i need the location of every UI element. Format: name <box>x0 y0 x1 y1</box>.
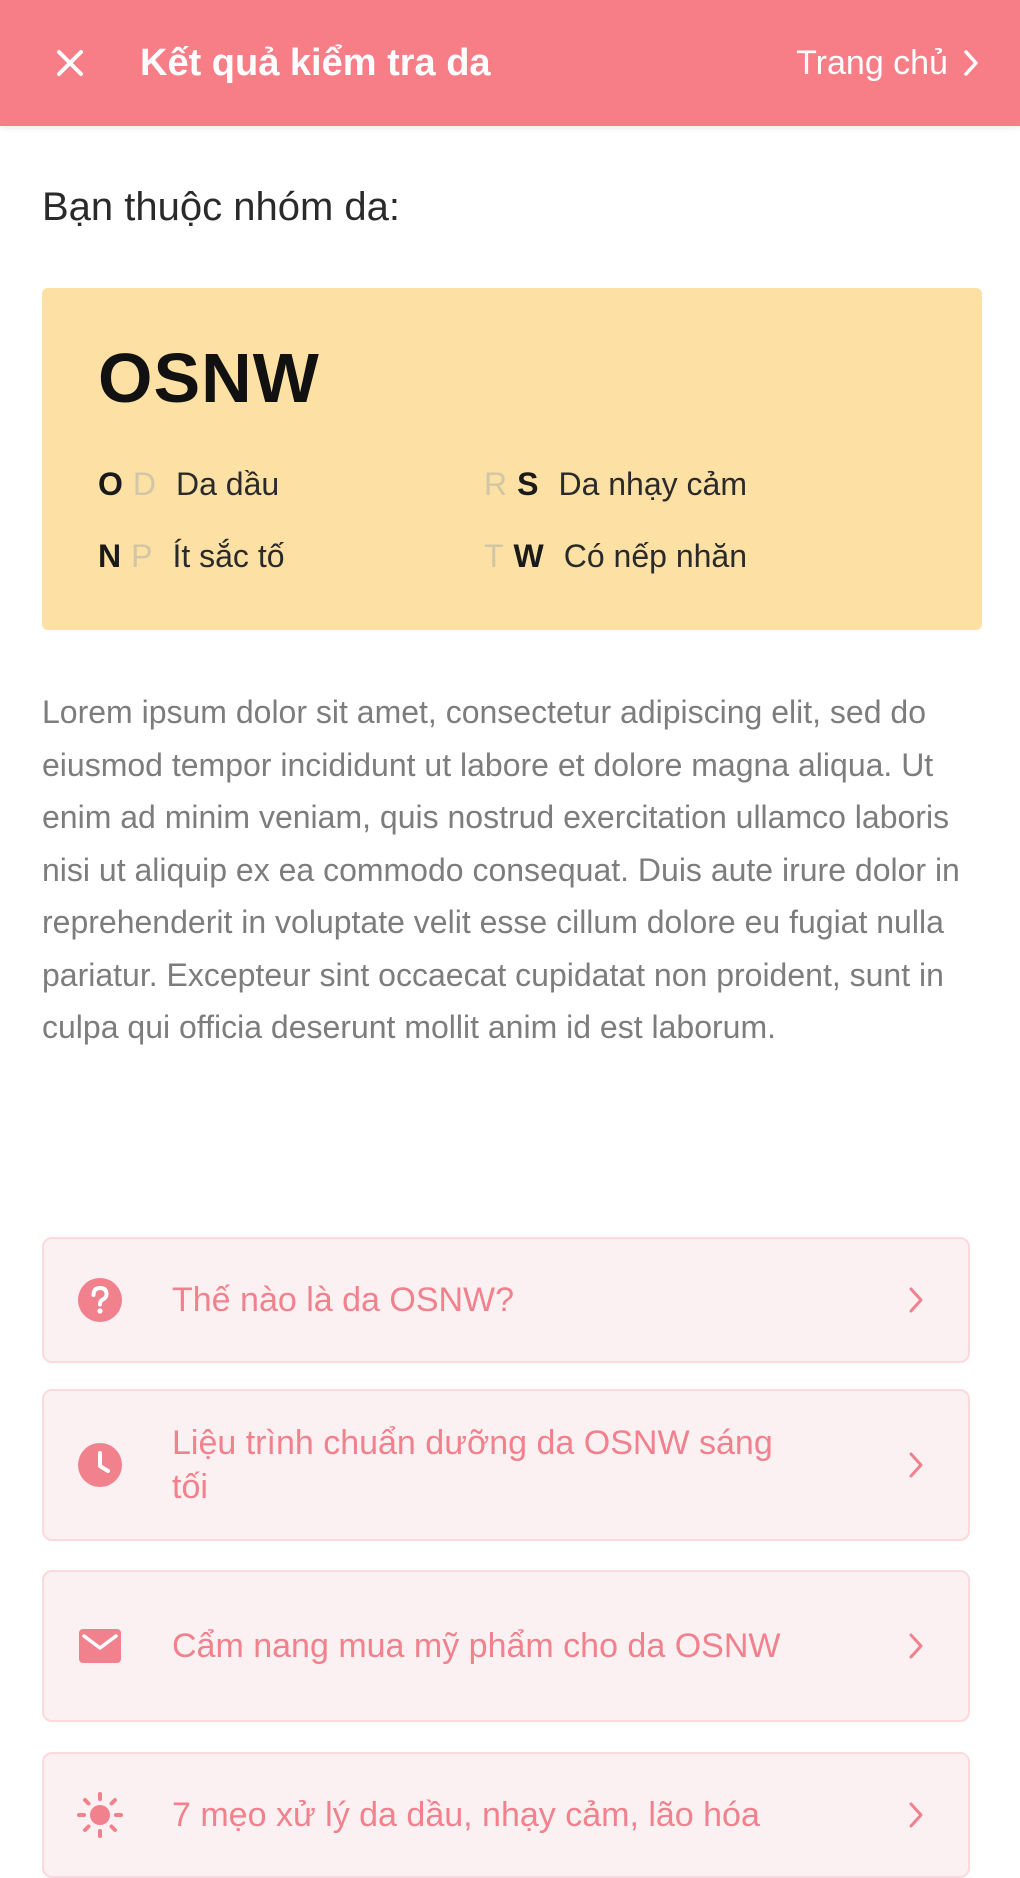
trait-sensitive <box>484 466 747 503</box>
link-label: Liệu trình chuẩn dưỡng da OSNW sáng tối <box>172 1424 773 1506</box>
trait-label: Có nếp nhăn <box>563 538 748 574</box>
chevron-right-icon <box>904 1628 928 1664</box>
trait-label: Da dầu <box>176 466 280 502</box>
trait-other-letter: T <box>484 538 504 574</box>
link-cosmetics-guide[interactable] <box>42 1570 970 1722</box>
trait-other-letter: D <box>132 466 156 502</box>
trait-other-letter: R <box>484 466 508 502</box>
trait-selected-letter: N <box>98 538 122 574</box>
trait-selected-letter: S <box>517 466 539 502</box>
chevron-right-icon <box>904 1282 928 1318</box>
trait-label: Ít sắc tố <box>172 538 285 574</box>
trait-selected-letter: W <box>513 538 544 574</box>
chevron-right-icon <box>904 1797 928 1833</box>
page-title: Kết quả kiểm tra da <box>140 42 491 84</box>
link-label: 7 mẹo xử lý da dầu, nhạy cảm, lão hóa <box>172 1796 760 1834</box>
skin-result-card <box>42 288 982 630</box>
sun-icon <box>77 1792 123 1838</box>
skin-type-code: OSNW <box>98 339 320 417</box>
mail-icon <box>77 1623 123 1669</box>
trait-non-pigmented <box>98 538 285 575</box>
link-skin-tips[interactable] <box>42 1752 970 1878</box>
link-skincare-routine[interactable] <box>42 1389 970 1541</box>
question-circle-icon <box>77 1277 123 1323</box>
trait-oily <box>98 466 279 503</box>
skin-group-intro: Bạn thuộc nhóm da: <box>42 185 401 229</box>
close-icon <box>55 48 85 78</box>
app-header <box>0 0 1020 126</box>
skin-description: Lorem ipsum dolor sit amet, consectetur adipiscing elit, sed do eiusmod tempor incididunt ut labore et dolore magna aliqua. Ut enim ad minim veniam, quis nostrud exercitation ullamco laboris nisi ut aliquip ex ea commodo consequat. Duis aute irure dolor in reprehenderit in voluptate velit esse cillum dolore eu fugiat nulla pariatur. Excepteur sint occaecat cupidatat non proident, sunt in culpa qui officia deserunt mollit anim id est laborum. <box>42 694 960 1045</box>
trait-other-letter: P <box>131 538 153 574</box>
close-button[interactable] <box>45 38 95 88</box>
trait-label: Da nhạy cảm <box>558 466 747 502</box>
trait-wrinkled <box>484 538 747 575</box>
clock-icon <box>77 1442 123 1488</box>
link-label: Cẩm nang mua mỹ phẩm cho da OSNW <box>172 1627 781 1665</box>
link-what-is-osnw[interactable] <box>42 1237 970 1363</box>
home-link[interactable] <box>796 36 980 90</box>
chevron-right-icon <box>962 48 980 78</box>
link-label: Thế nào là da OSNW? <box>172 1281 515 1319</box>
chevron-right-icon <box>904 1447 928 1483</box>
home-link-label: Trang chủ <box>796 43 948 82</box>
trait-selected-letter: O <box>98 466 123 502</box>
